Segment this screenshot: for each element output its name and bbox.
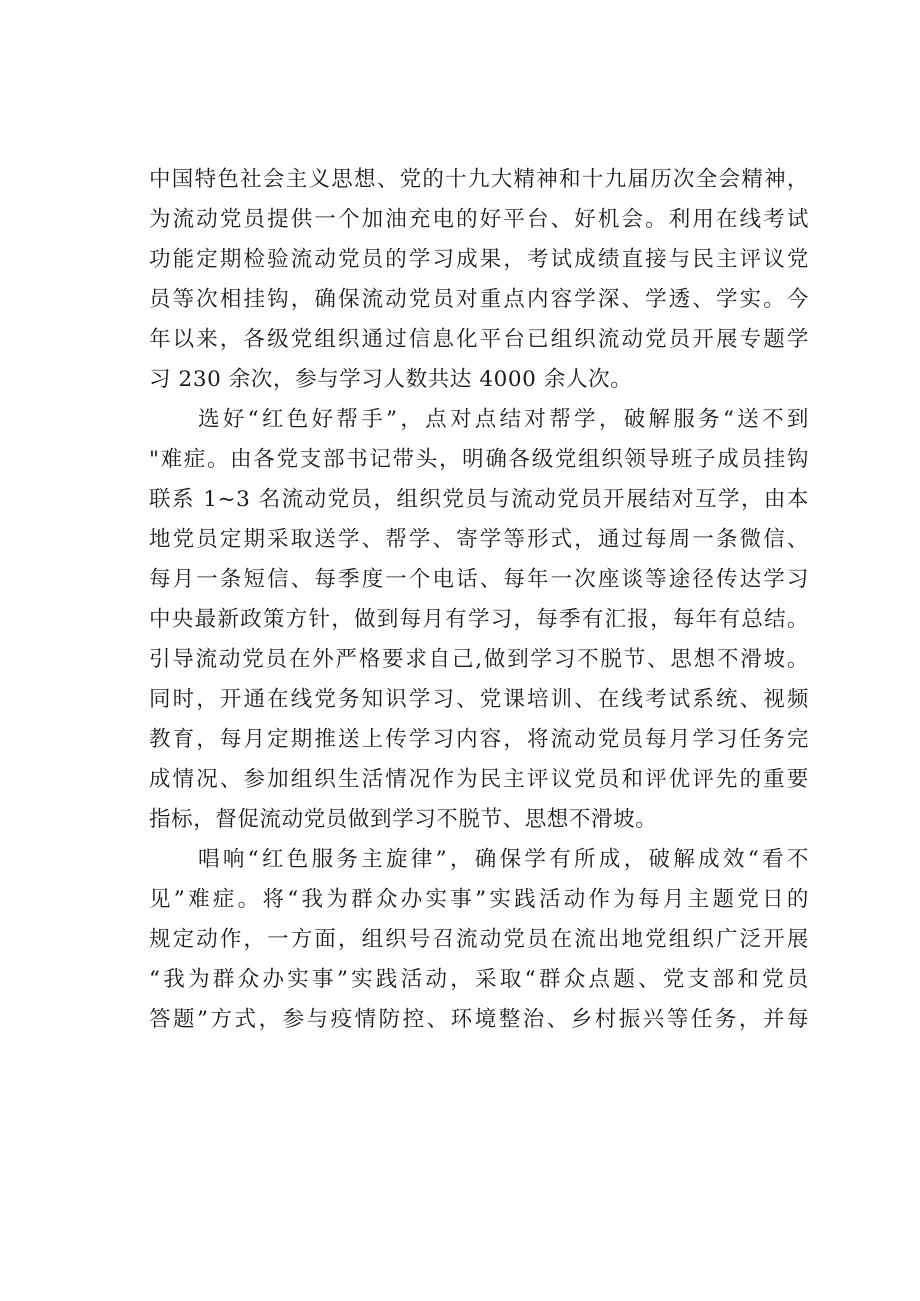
paragraph-3-line-3: 规定动作，一方面，组织号召流动党员在流出地党组织广泛开展: [149, 927, 809, 952]
paragraph-3-line-5: 答题”方式，参与疫情防控、环境整治、乡村振兴等任务，并每: [149, 1007, 809, 1032]
paragraph-1-line-5: 年以来，各级党组织通过信息化平台已组织流动党员开展专题学: [149, 327, 809, 352]
paragraph-2-line-9: 教育，每月定期推送上传学习内容，将流动党员每月学习任务完: [149, 727, 809, 752]
paragraph-2-line-7: 引导流动党员在外严格要求自己,做到学习不脱节、思想不滑坡。: [149, 647, 809, 672]
paragraph-2-line-1: 选好“红色好帮手”，点对点结对帮学，破解服务“送不到: [198, 407, 809, 432]
paragraph-2-line-11: 指标，督促流动党员做到学习不脱节、思想不滑坡。: [149, 807, 658, 832]
paragraph-2-line-6: 中央最新政策方针，做到每月有学习，每季有汇报，每年有总结。: [149, 607, 809, 632]
document-body: [149, 160, 809, 1040]
paragraph-2-line-10: 成情况、参加组织生活情况作为民主评议党员和评优评先的重要: [149, 767, 809, 792]
paragraph-2-line-8: 同时，开通在线党务知识学习、党课培训、在线考试系统、视频: [149, 687, 809, 712]
paragraph-1-line-4: 员等次相挂钩，确保流动党员对重点内容学深、学透、学实。今: [149, 287, 809, 312]
paragraph-2-line-4: 地党员定期采取送学、帮学、寄学等形式，通过每周一条微信、: [149, 527, 809, 552]
paragraph-3-line-1: 唱响“红色服务主旋律”，确保学有所成，破解成效“看不: [198, 847, 809, 872]
paragraph-1-line-1: 中国特色社会主义思想、党的十九大精神和十九届历次全会精神，: [149, 167, 809, 192]
paragraph-1-line-6: 习 230 余次，参与学习人数共达 4000 余人次。: [149, 367, 633, 392]
paragraph-2-line-2: "难症。由各党支部书记带头，明确各级党组织领导班子成员挂钩: [149, 447, 809, 472]
paragraph-3-line-2: 见”难症。将“我为群众办实事”实践活动作为每月主题党日的: [149, 887, 809, 912]
paragraph-1-line-2: 为流动党员提供一个加油充电的好平台、好机会。利用在线考试: [149, 207, 809, 232]
paragraph-3-line-4: “我为群众办实事”实践活动，采取“群众点题、党支部和党员: [149, 967, 809, 992]
paragraph-2-line-3: 联系 1~3 名流动党员，组织党员与流动党员开展结对互学，由本: [149, 487, 809, 512]
paragraph-2-line-5: 每月一条短信、每季度一个电话、每年一次座谈等途径传达学习: [149, 567, 809, 592]
paragraph-1-line-3: 功能定期检验流动党员的学习成果，考试成绩直接与民主评议党: [149, 247, 809, 272]
